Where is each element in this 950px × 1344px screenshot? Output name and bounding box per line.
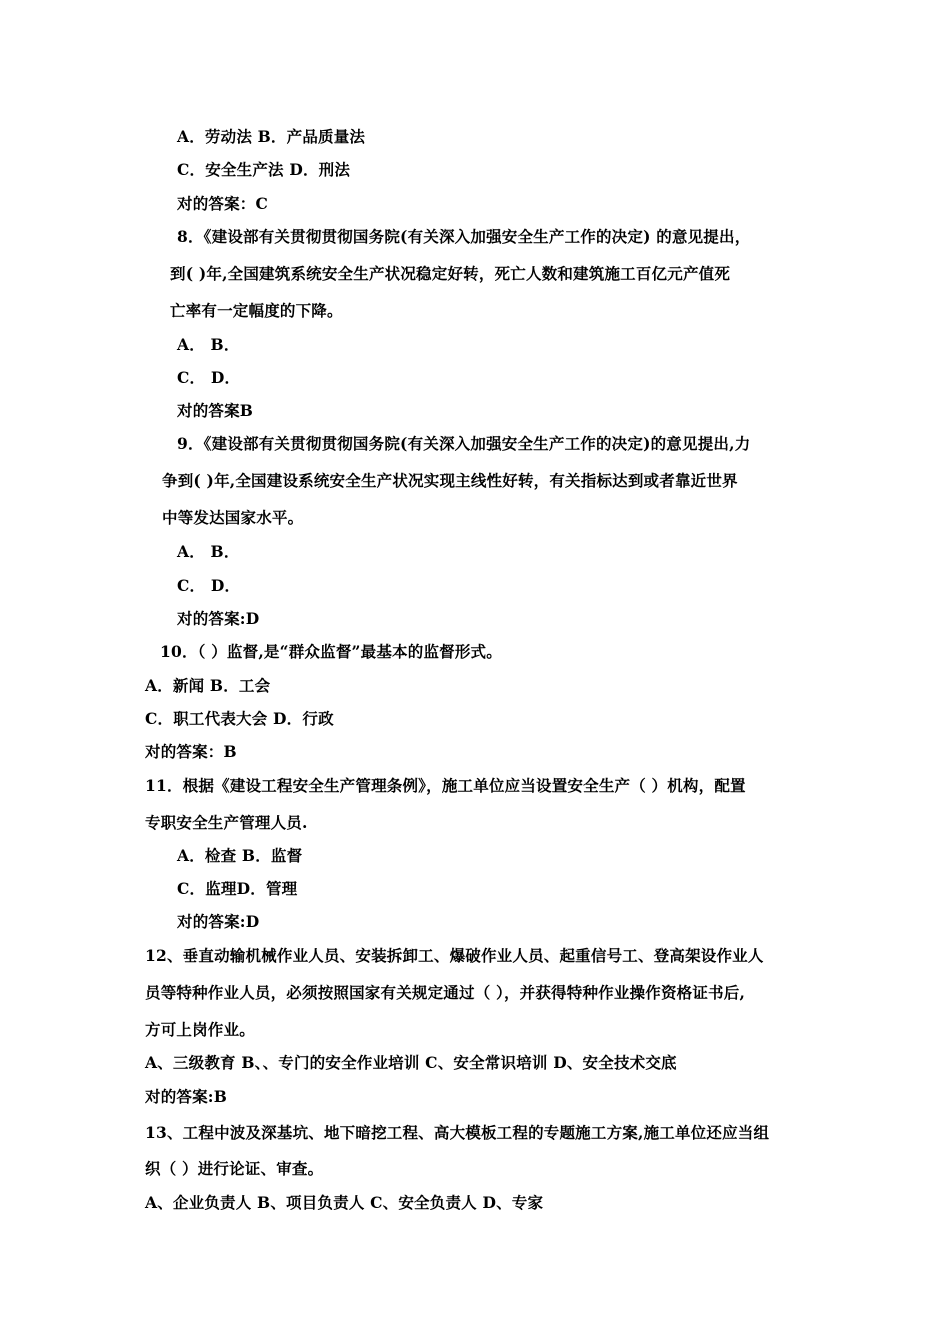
q12-options: A、三级教育 B、、专门的安全作业培训 C、安全常识培训 D、安全技术交底 xyxy=(145,1053,677,1072)
q11-options-ab: A．检查 B．监督 xyxy=(177,846,303,865)
q9-text-line2: 争到( )年,全国建设系统安全生产状况实现主线性好转，有关指标达到或者靠近世界 xyxy=(162,471,738,490)
q10-text: 10．（ ）监督,是“群众监督”最基本的监督形式。 xyxy=(160,642,502,661)
q11-text-line2: 专职安全生产管理人员. xyxy=(145,813,308,832)
q8-answer: 对的答案B xyxy=(177,401,254,420)
q13-text-line2: 织（ ）进行论证、审查。 xyxy=(145,1159,324,1178)
q11-answer: 对的答案:D xyxy=(177,912,260,931)
q11-options-cd: C．监理D．管理 xyxy=(177,879,298,898)
q10-answer: 对的答案：B xyxy=(145,742,237,761)
q9-options-ab: A． B． xyxy=(177,542,240,561)
q12-text-line1: 12、垂直动输机械作业人员、安装拆卸工、爆破作业人员、起重信号工、登高架设作业人 xyxy=(145,946,764,965)
q7-answer: 对的答案：C xyxy=(177,194,269,213)
q8-text-line3: 亡率有一定幅度的下降。 xyxy=(170,301,343,320)
q9-answer: 对的答案:D xyxy=(177,609,260,628)
q7-options-ab: A．劳动法 B．产品质量法 xyxy=(177,127,366,146)
q8-options-ab: A． B． xyxy=(177,335,240,354)
q12-text-line2: 员等特种作业人员，必须按照国家有关规定通过（ ），并获得特种作业操作资格证书后, xyxy=(145,983,746,1002)
q13-options: A、企业负责人 B、项目负责人 C、安全负责人 D、专家 xyxy=(145,1193,544,1212)
q9-options-cd: C． D． xyxy=(177,576,241,595)
q8-options-cd: C． D． xyxy=(177,368,241,387)
q10-options-ab: A．新闻 B．工会 xyxy=(145,676,271,695)
q11-text-line1: 11．根据《建设工程安全生产管理条例》，施工单位应当设置安全生产（ ）机构，配置 xyxy=(145,776,746,795)
q7-options-cd: C．安全生产法 D．刑法 xyxy=(177,160,351,179)
q9-text-line1: 9．《建设部有关贯彻贯彻国务院(有关深入加强安全生产工作的决定)的意见提出,力 xyxy=(177,434,751,453)
q8-text-line2: 到( )年,全国建筑系统安全生产状况稳定好转，死亡人数和建筑施工百亿元产值死 xyxy=(170,264,731,283)
q9-text-line3: 中等发达国家水平。 xyxy=(162,508,304,527)
q12-text-line3: 方可上岗作业。 xyxy=(145,1020,255,1039)
q10-options-cd: C．职工代表大会 D．行政 xyxy=(145,709,334,728)
q8-text-line1: 8．《建设部有关贯彻贯彻国务院(有关深入加强安全生产工作的决定) 的意见提出， xyxy=(177,227,751,246)
q13-text-line1: 13、工程中波及深基坑、地下暗挖工程、高大模板工程的专题施工方案,施工单位还应当组 xyxy=(145,1123,770,1142)
q12-answer: 对的答案:B xyxy=(145,1087,228,1106)
